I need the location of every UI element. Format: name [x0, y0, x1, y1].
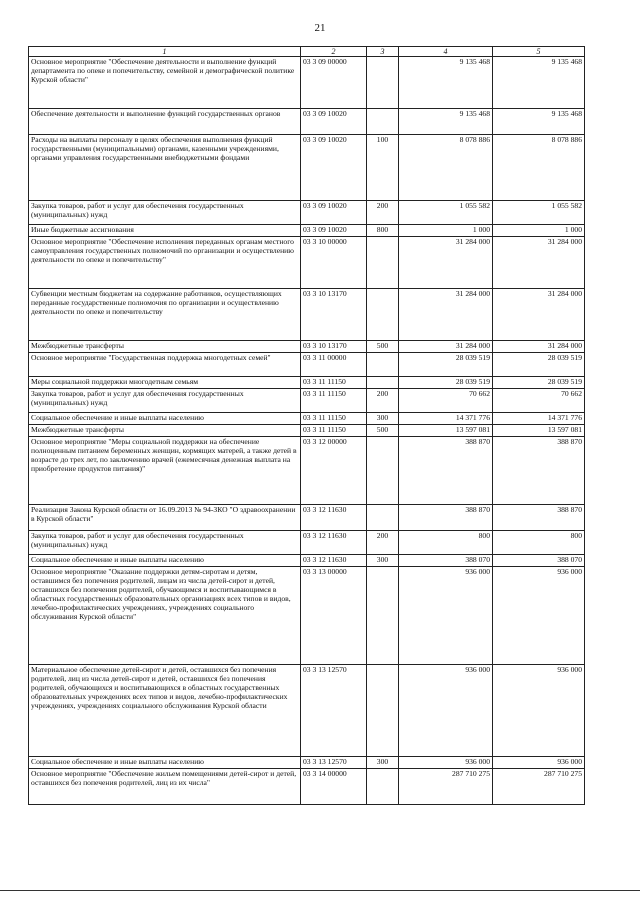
amount-year1-cell: 936 000: [399, 757, 493, 769]
column-header: 2: [301, 47, 367, 57]
expense-type-cell: [367, 237, 399, 289]
expense-type-cell: 300: [367, 555, 399, 567]
expenditure-name-cell: Субвенции местным бюджетам на содержание работников, осуществляющих переданные государственные полномочия по организации и осуществлению деятельности по опеке и попечительству: [29, 289, 301, 341]
target-article-code-cell: 03 3 09 10020: [301, 225, 367, 237]
expenditure-name-cell: Обеспечение деятельности и выполнение функций государственных органов: [29, 109, 301, 135]
page-bottom-divider: [0, 890, 640, 891]
amount-year1-cell: 13 597 081: [399, 425, 493, 437]
amount-year2-cell: 28 039 519: [493, 353, 585, 377]
target-article-code-cell: 03 3 11 00000: [301, 353, 367, 377]
expenditure-name-cell: Основное мероприятие "Обеспечение жильем помещениями детей-сирот и детей, оставшихся без попечения родителей, лиц из их числа": [29, 769, 301, 805]
amount-year1-cell: 1 055 582: [399, 201, 493, 225]
table-row: [29, 769, 585, 805]
target-article-code-cell: 03 3 12 11630: [301, 555, 367, 567]
table-row: [29, 757, 585, 769]
expense-type-cell: [367, 377, 399, 389]
target-article-code-cell: 03 3 10 13170: [301, 341, 367, 353]
table-row: [29, 57, 585, 109]
target-article-code-cell: 03 3 10 00000: [301, 237, 367, 289]
expenditure-name-cell: Социальное обеспечение и иные выплаты населению: [29, 413, 301, 425]
table-row: [29, 437, 585, 505]
amount-year1-cell: 8 078 886: [399, 135, 493, 201]
table-row: [29, 531, 585, 555]
expense-type-cell: [367, 57, 399, 109]
amount-year1-cell: 936 000: [399, 567, 493, 665]
table-row: [29, 389, 585, 413]
target-article-code-cell: 03 3 09 10020: [301, 201, 367, 225]
column-header: 3: [367, 47, 399, 57]
amount-year1-cell: 388 870: [399, 437, 493, 505]
expenditure-name-cell: Реализация Закона Курской области от 16.09.2013 № 94-ЗКО "О здравоохранении в Курской области": [29, 505, 301, 531]
expense-type-cell: 300: [367, 413, 399, 425]
target-article-code-cell: 03 3 12 11630: [301, 505, 367, 531]
target-article-code-cell: 03 3 09 10020: [301, 109, 367, 135]
expenditure-name-cell: Иные бюджетные ассигнования: [29, 225, 301, 237]
target-article-code-cell: 03 3 13 00000: [301, 567, 367, 665]
expense-type-cell: [367, 567, 399, 665]
target-article-code-cell: 03 3 14 00000: [301, 769, 367, 805]
amount-year1-cell: 31 284 000: [399, 341, 493, 353]
amount-year2-cell: 8 078 886: [493, 135, 585, 201]
amount-year1-cell: 800: [399, 531, 493, 555]
table-body: [29, 57, 585, 805]
expenditure-name-cell: Основное мероприятие "Государственная поддержка многодетных семей": [29, 353, 301, 377]
expense-type-cell: [367, 505, 399, 531]
amount-year1-cell: 388 070: [399, 555, 493, 567]
expense-type-cell: 200: [367, 201, 399, 225]
expense-type-cell: 200: [367, 531, 399, 555]
amount-year2-cell: 936 000: [493, 567, 585, 665]
target-article-code-cell: 03 3 10 13170: [301, 289, 367, 341]
header-row: [29, 47, 585, 57]
table-row: [29, 555, 585, 567]
amount-year2-cell: 31 284 000: [493, 289, 585, 341]
expense-type-cell: [367, 289, 399, 341]
table-row: [29, 225, 585, 237]
amount-year2-cell: 9 135 468: [493, 109, 585, 135]
amount-year2-cell: 287 710 275: [493, 769, 585, 805]
expenditure-name-cell: Основное мероприятие "Меры социальной поддержки на обеспечение полноценным питанием беременных женщин, кормящих матерей, а также детей в возрасте до трех лет, по заключению врачей (ежемесячная денежная выплата на приобретение продуктов питания)": [29, 437, 301, 505]
table-row: [29, 425, 585, 437]
table-row: [29, 353, 585, 377]
expense-type-cell: [367, 437, 399, 505]
budget-table: [28, 46, 585, 805]
amount-year2-cell: 31 284 000: [493, 237, 585, 289]
target-article-code-cell: 03 3 11 11150: [301, 377, 367, 389]
expenditure-name-cell: Межбюджетные трансферты: [29, 341, 301, 353]
target-article-code-cell: 03 3 11 11150: [301, 413, 367, 425]
expense-type-cell: [367, 353, 399, 377]
expense-type-cell: [367, 769, 399, 805]
amount-year1-cell: 70 662: [399, 389, 493, 413]
amount-year2-cell: 800: [493, 531, 585, 555]
amount-year1-cell: 14 371 776: [399, 413, 493, 425]
amount-year2-cell: 936 000: [493, 665, 585, 757]
expenditure-name-cell: Основное мероприятие "Обеспечение деятельности и выполнение функций департамента по опеке и попечительству, семейной и демографической политике Курской области": [29, 57, 301, 109]
expenditure-name-cell: Межбюджетные трансферты: [29, 425, 301, 437]
amount-year1-cell: 388 870: [399, 505, 493, 531]
expenditure-name-cell: Материальное обеспечение детей-сирот и детей, оставшихся без попечения родителей, лиц из числа детей-сирот и детей, оставшихся без попечения родителей, обучающихся и воспитывающихся в областных государственных образовательных учреждениях всех типов и видов, лечебно-профилактических учреждениях, учреждениях социального обслуживания Курской области: [29, 665, 301, 757]
amount-year1-cell: 28 039 519: [399, 377, 493, 389]
expenditure-name-cell: Социальное обеспечение и иные выплаты населению: [29, 555, 301, 567]
expense-type-cell: 100: [367, 135, 399, 201]
table-row: [29, 135, 585, 201]
amount-year1-cell: 936 000: [399, 665, 493, 757]
column-header: 4: [399, 47, 493, 57]
amount-year1-cell: 28 039 519: [399, 353, 493, 377]
expense-type-cell: 200: [367, 389, 399, 413]
amount-year2-cell: 388 870: [493, 505, 585, 531]
amount-year2-cell: 936 000: [493, 757, 585, 769]
amount-year1-cell: 1 000: [399, 225, 493, 237]
table-row: [29, 567, 585, 665]
amount-year1-cell: 31 284 000: [399, 289, 493, 341]
target-article-code-cell: 03 3 13 12570: [301, 665, 367, 757]
amount-year2-cell: 388 870: [493, 437, 585, 505]
amount-year2-cell: 70 662: [493, 389, 585, 413]
amount-year2-cell: 1 055 582: [493, 201, 585, 225]
table-row: [29, 109, 585, 135]
expense-type-cell: 800: [367, 225, 399, 237]
target-article-code-cell: 03 3 12 00000: [301, 437, 367, 505]
expenditure-name-cell: Основное мероприятие "Обеспечение исполнения переданных органам местного самоуправления государственных полномочий по организации и осуществлению деятельности по опеке и попечительству": [29, 237, 301, 289]
table-row: [29, 665, 585, 757]
table-row: [29, 505, 585, 531]
target-article-code-cell: 03 3 09 00000: [301, 57, 367, 109]
expenditure-name-cell: Меры социальной поддержки многодетным семьям: [29, 377, 301, 389]
target-article-code-cell: 03 3 11 11150: [301, 425, 367, 437]
page-number: 21: [314, 22, 326, 34]
expenditure-name-cell: Закупка товаров, работ и услуг для обеспечения государственных (муниципальных) нужд: [29, 201, 301, 225]
table-row: [29, 237, 585, 289]
expenditure-name-cell: Основное мероприятие "Оказание поддержки детям-сиротам и детям, оставшимся без попечения родителей, лицам из числа детей-сирот и детей, оставшихся без попечения родителей, обучающимся и воспитывающимся в областных государственных образовательных организациях всех типов и видов, лечебно-профилактических учреждениях, учреждениях социального обслуживания Курской области": [29, 567, 301, 665]
expense-type-cell: 300: [367, 757, 399, 769]
expense-type-cell: 500: [367, 425, 399, 437]
expense-type-cell: [367, 665, 399, 757]
target-article-code-cell: 03 3 13 12570: [301, 757, 367, 769]
expenditure-name-cell: Социальное обеспечение и иные выплаты населению: [29, 757, 301, 769]
amount-year2-cell: 14 371 776: [493, 413, 585, 425]
table-row: [29, 377, 585, 389]
amount-year2-cell: 388 070: [493, 555, 585, 567]
amount-year2-cell: 28 039 519: [493, 377, 585, 389]
amount-year1-cell: 9 135 468: [399, 57, 493, 109]
expenditure-name-cell: Закупка товаров, работ и услуг для обеспечения государственных (муниципальных) нужд: [29, 389, 301, 413]
column-header: 1: [29, 47, 301, 57]
amount-year1-cell: 31 284 000: [399, 237, 493, 289]
target-article-code-cell: 03 3 12 11630: [301, 531, 367, 555]
amount-year2-cell: 9 135 468: [493, 57, 585, 109]
table-row: [29, 201, 585, 225]
table-row: [29, 289, 585, 341]
table-row: [29, 413, 585, 425]
expense-type-cell: [367, 109, 399, 135]
target-article-code-cell: 03 3 09 10020: [301, 135, 367, 201]
target-article-code-cell: 03 3 11 11150: [301, 389, 367, 413]
amount-year1-cell: 9 135 468: [399, 109, 493, 135]
amount-year1-cell: 287 710 275: [399, 769, 493, 805]
amount-year2-cell: 13 597 081: [493, 425, 585, 437]
table-row: [29, 341, 585, 353]
expense-type-cell: 500: [367, 341, 399, 353]
amount-year2-cell: 31 284 000: [493, 341, 585, 353]
amount-year2-cell: 1 000: [493, 225, 585, 237]
expenditure-name-cell: Расходы на выплаты персоналу в целях обеспечения выполнения функций государственными (муниципальными) органами, казенными учреждениями, органами управления государственными внебюджетными фондами: [29, 135, 301, 201]
expenditure-name-cell: Закупка товаров, работ и услуг для обеспечения государственных (муниципальных) нужд: [29, 531, 301, 555]
column-header: 5: [493, 47, 585, 57]
